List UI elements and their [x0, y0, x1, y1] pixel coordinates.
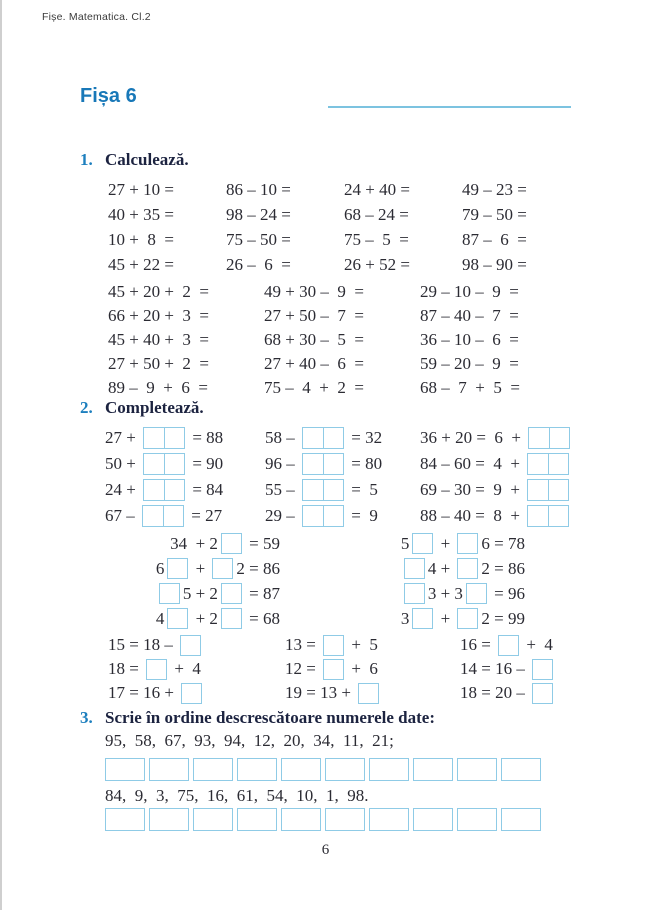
- expression-text: 75 – 50 =: [226, 229, 291, 249]
- expression-text: 86 – 10 =: [226, 179, 291, 199]
- answer-box[interactable]: [412, 533, 433, 554]
- answer-box[interactable]: [498, 635, 519, 656]
- answer-box[interactable]: [404, 583, 425, 604]
- expression-text: 29 –: [265, 506, 299, 525]
- answer-box[interactable]: [466, 583, 487, 604]
- expression-text: 15 = 18 –: [108, 635, 178, 654]
- math-expression: [108, 180, 226, 200]
- expression-text: 24 +: [105, 480, 141, 499]
- answer-box[interactable]: [281, 808, 321, 831]
- exercise2-block1: [105, 425, 573, 529]
- math-expression: [108, 378, 264, 398]
- expression-text: 68 – 7 + 5 =: [420, 378, 520, 397]
- math-expression: [105, 427, 265, 449]
- math-expression: [462, 180, 580, 200]
- answer-box[interactable]: [527, 453, 569, 475]
- math-expression: [344, 230, 462, 250]
- math-expression: [420, 453, 572, 475]
- math-expression: [420, 282, 576, 302]
- math-expression: [265, 505, 420, 527]
- expression-text: 45 + 20 + 2 =: [108, 282, 210, 301]
- math-expression: [108, 659, 285, 680]
- expression-text: 6 = 78: [481, 533, 525, 553]
- expression-text: 5 + 2: [182, 583, 218, 603]
- answer-box[interactable]: [412, 608, 433, 629]
- expression-text: 87 – 6 =: [462, 229, 527, 249]
- expression-text: 45 + 40 + 3 =: [108, 330, 210, 349]
- exercise-row: [115, 531, 525, 556]
- exercise-row: [105, 425, 573, 451]
- answer-box[interactable]: [143, 479, 185, 501]
- exercise-row: [105, 451, 573, 477]
- answer-box[interactable]: [527, 479, 569, 501]
- answer-box[interactable]: [413, 758, 453, 781]
- math-expression: [285, 659, 460, 680]
- expression-text: 40 + 35 =: [108, 204, 174, 224]
- expression-text: 2 = 86: [236, 558, 280, 578]
- exercise2-block3: [108, 633, 556, 705]
- expression-text: = 32: [347, 428, 383, 447]
- expression-text: 17 = 16 +: [108, 683, 179, 702]
- expression-text: = 88: [188, 428, 224, 447]
- expression-text: 27 +: [105, 428, 141, 447]
- math-expression: [264, 354, 420, 374]
- exercise1-number: 1.: [80, 150, 93, 169]
- exercise-row: [108, 328, 576, 352]
- answer-box[interactable]: [302, 453, 344, 475]
- expression-text: 16 =: [460, 635, 496, 654]
- answer-box[interactable]: [221, 608, 242, 629]
- math-expression: [462, 255, 580, 275]
- exercise2-block2: [115, 531, 525, 631]
- expression-text: 98 – 24 =: [226, 204, 291, 224]
- answer-box[interactable]: [457, 558, 478, 579]
- exercise-row: [115, 606, 525, 631]
- answer-box[interactable]: [149, 808, 189, 831]
- math-expression: [420, 306, 576, 326]
- exercise-row: [108, 657, 556, 681]
- exercise3-number: 3.: [80, 708, 93, 727]
- math-expression: [115, 608, 280, 629]
- expression-text: 27 + 40 – 6 =: [264, 354, 364, 373]
- math-expression: [460, 683, 556, 704]
- math-expression: [265, 453, 420, 475]
- expression-text: 19 = 13 +: [285, 683, 356, 702]
- expression-text: 84 – 60 = 4 +: [420, 454, 525, 473]
- math-expression: [115, 533, 280, 554]
- expression-text: = 80: [347, 454, 383, 473]
- expression-text: + 4: [170, 659, 201, 678]
- expression-text: 55 –: [265, 480, 299, 499]
- answer-box[interactable]: [105, 808, 145, 831]
- math-expression: [265, 479, 420, 501]
- math-expression: [108, 683, 285, 704]
- expression-text: 24 + 40 =: [344, 179, 410, 199]
- math-expression: [108, 635, 285, 656]
- exercise-row: [105, 503, 573, 529]
- exercise-row: [108, 252, 580, 277]
- exercise-row: [108, 633, 556, 657]
- answer-box[interactable]: [237, 808, 277, 831]
- exercise3-numbers-line1: 95, 58, 67, 93, 94, 12, 20, 34, 11, 21;: [105, 731, 394, 750]
- math-expression: [420, 330, 576, 350]
- answer-box[interactable]: [237, 758, 277, 781]
- answer-box[interactable]: [193, 808, 233, 831]
- expression-text: 36 + 20 = 6 +: [420, 428, 526, 447]
- answer-box[interactable]: [323, 659, 344, 680]
- math-expression: [108, 255, 226, 275]
- answer-box[interactable]: [281, 758, 321, 781]
- expression-text: = 87: [244, 583, 280, 603]
- answer-box[interactable]: [358, 683, 379, 704]
- math-expression: [355, 608, 525, 629]
- expression-text: = 96: [489, 583, 525, 603]
- expression-text: 26 + 52 =: [344, 254, 410, 274]
- answer-box[interactable]: [457, 533, 478, 554]
- math-expression: [462, 230, 580, 250]
- answer-box[interactable]: [302, 427, 344, 449]
- math-expression: [226, 205, 344, 225]
- answer-box[interactable]: [369, 808, 409, 831]
- exercise-row: [108, 681, 556, 705]
- math-expression: [285, 683, 460, 704]
- exercise-row: [115, 581, 525, 606]
- math-expression: [355, 558, 525, 579]
- math-expression: [344, 255, 462, 275]
- math-expression: [226, 230, 344, 250]
- answer-box[interactable]: [181, 683, 202, 704]
- expression-text: 49 + 30 – 9 =: [264, 282, 364, 301]
- answer-box[interactable]: [142, 505, 184, 527]
- math-expression: [108, 330, 264, 350]
- math-expression: [108, 205, 226, 225]
- answer-box[interactable]: [105, 758, 145, 781]
- answer-box[interactable]: [193, 758, 233, 781]
- answer-box[interactable]: [221, 533, 242, 554]
- sheet-title: Fișa 6: [80, 85, 137, 107]
- math-expression: [462, 205, 580, 225]
- expression-text: = 84: [188, 480, 224, 499]
- math-expression: [420, 354, 576, 374]
- answer-box[interactable]: [532, 659, 553, 680]
- exercise1-block2: [108, 280, 576, 400]
- expression-text: 45 + 22 =: [108, 254, 174, 274]
- math-expression: [115, 583, 280, 604]
- expression-text: 10 + 8 =: [108, 229, 174, 249]
- answer-box[interactable]: [404, 558, 425, 579]
- answer-box[interactable]: [527, 505, 569, 527]
- math-expression: [108, 354, 264, 374]
- expression-text: 18 = 20 –: [460, 683, 530, 702]
- expression-text: 88 – 40 = 8 +: [420, 506, 525, 525]
- expression-text: 3: [400, 608, 410, 628]
- math-expression: [265, 427, 420, 449]
- answer-box[interactable]: [167, 608, 188, 629]
- math-expression: [264, 306, 420, 326]
- exercise3-numbers-line2: 84, 9, 3, 75, 16, 61, 54, 10, 1, 98.: [105, 786, 369, 805]
- expression-text: 34 + 2: [170, 533, 218, 553]
- expression-text: 59 – 20 – 9 =: [420, 354, 519, 373]
- math-expression: [460, 659, 556, 680]
- expression-text: 66 + 20 + 3 =: [108, 306, 210, 325]
- answer-box[interactable]: [221, 583, 242, 604]
- answer-box[interactable]: [369, 758, 409, 781]
- expression-text: +: [191, 558, 210, 578]
- expression-text: +: [436, 608, 455, 628]
- expression-text: 87 – 40 – 7 =: [420, 306, 519, 325]
- answer-box[interactable]: [149, 758, 189, 781]
- exercise2-heading: [80, 398, 204, 418]
- expression-text: 89 – 9 + 6 =: [108, 378, 208, 397]
- answer-box[interactable]: [180, 635, 201, 656]
- document-header: Fișe. Matematica. Cl.2: [42, 11, 151, 23]
- answer-box[interactable]: [457, 608, 478, 629]
- expression-text: 26 – 6 =: [226, 254, 291, 274]
- expression-text: + 6: [347, 659, 378, 678]
- exercise-row: [108, 376, 576, 400]
- expression-text: 68 – 24 =: [344, 204, 409, 224]
- expression-text: 68 + 30 – 5 =: [264, 330, 364, 349]
- math-expression: [420, 479, 572, 501]
- answer-box[interactable]: [528, 427, 570, 449]
- expression-text: = 59: [244, 533, 280, 553]
- answer-box[interactable]: [457, 808, 497, 831]
- name-line: [328, 106, 571, 108]
- exercise1-title: Calculează.: [105, 150, 189, 169]
- expression-text: 75 – 5 =: [344, 229, 409, 249]
- exercise1-block1: [108, 177, 580, 277]
- exercise3-title: Scrie în ordine descrescătoare numerele date:: [105, 708, 436, 727]
- expression-text: 50 +: [105, 454, 141, 473]
- exercise-row: [108, 202, 580, 227]
- math-expression: [355, 533, 525, 554]
- answer-box[interactable]: [212, 558, 233, 579]
- exercise3-answer-row1: [105, 758, 541, 781]
- expression-text: 29 – 10 – 9 =: [420, 282, 519, 301]
- math-expression: [285, 635, 460, 656]
- math-expression: [105, 453, 265, 475]
- expression-text: 96 –: [265, 454, 299, 473]
- answer-box[interactable]: [302, 505, 344, 527]
- expression-text: 2 = 86: [481, 558, 525, 578]
- answer-box[interactable]: [167, 558, 188, 579]
- math-expression: [420, 505, 572, 527]
- expression-text: 67 –: [105, 506, 139, 525]
- math-expression: [264, 282, 420, 302]
- answer-box[interactable]: [159, 583, 180, 604]
- expression-text: + 2: [191, 608, 218, 628]
- answer-box[interactable]: [325, 758, 365, 781]
- exercise-row: [108, 177, 580, 202]
- expression-text: 27 + 10 =: [108, 179, 174, 199]
- expression-text: 79 – 50 =: [462, 204, 527, 224]
- exercise-row: [108, 280, 576, 304]
- expression-text: 27 + 50 – 7 =: [264, 306, 364, 325]
- expression-text: 4: [155, 608, 165, 628]
- expression-text: 75 – 4 + 2 =: [264, 378, 364, 397]
- expression-text: 12 =: [285, 659, 321, 678]
- expression-text: 49 – 23 =: [462, 179, 527, 199]
- math-expression: [105, 505, 265, 527]
- answer-box[interactable]: [413, 808, 453, 831]
- math-expression: [344, 180, 462, 200]
- expression-text: 6: [155, 558, 165, 578]
- expression-text: = 68: [244, 608, 280, 628]
- expression-text: 18 =: [108, 659, 144, 678]
- expression-text: 58 –: [265, 428, 299, 447]
- answer-box[interactable]: [302, 479, 344, 501]
- exercise3-heading: [80, 708, 435, 728]
- exercise-row: [108, 227, 580, 252]
- answer-box[interactable]: [143, 427, 185, 449]
- answer-box[interactable]: [457, 758, 497, 781]
- math-expression: [115, 558, 280, 579]
- exercise2-title: Completează.: [105, 398, 204, 417]
- expression-text: + 4: [522, 635, 553, 654]
- math-expression: [355, 583, 525, 604]
- expression-text: + 5: [347, 635, 378, 654]
- exercise-row: [115, 556, 525, 581]
- math-expression: [460, 635, 553, 656]
- expression-text: = 27: [187, 506, 223, 525]
- exercise-row: [108, 352, 576, 376]
- answer-box[interactable]: [501, 808, 541, 831]
- expression-text: 2 = 99: [481, 608, 525, 628]
- math-expression: [264, 378, 420, 398]
- expression-text: 69 – 30 = 9 +: [420, 480, 525, 499]
- answer-box[interactable]: [323, 635, 344, 656]
- expression-text: 27 + 50 + 2 =: [108, 354, 210, 373]
- exercise-row: [105, 477, 573, 503]
- math-expression: [344, 205, 462, 225]
- math-expression: [420, 378, 576, 398]
- expression-text: = 5: [347, 480, 378, 499]
- expression-text: 4 +: [427, 558, 455, 578]
- page-number: 6: [321, 842, 330, 858]
- expression-text: 5: [400, 533, 410, 553]
- answer-box[interactable]: [146, 659, 167, 680]
- math-expression: [105, 479, 265, 501]
- math-expression: [108, 230, 226, 250]
- expression-text: 3 + 3: [427, 583, 463, 603]
- math-expression: [108, 306, 264, 326]
- expression-text: 13 =: [285, 635, 321, 654]
- exercise2-number: 2.: [80, 398, 93, 417]
- math-expression: [264, 330, 420, 350]
- answer-box[interactable]: [143, 453, 185, 475]
- expression-text: 98 – 90 =: [462, 254, 527, 274]
- math-expression: [226, 180, 344, 200]
- exercise3-answer-row2: [105, 808, 541, 831]
- expression-text: 14 = 16 –: [460, 659, 530, 678]
- answer-box[interactable]: [532, 683, 553, 704]
- answer-box[interactable]: [325, 808, 365, 831]
- expression-text: +: [436, 533, 455, 553]
- expression-text: = 90: [188, 454, 224, 473]
- math-expression: [420, 427, 573, 449]
- math-expression: [226, 255, 344, 275]
- exercise-row: [108, 304, 576, 328]
- expression-text: 36 – 10 – 6 =: [420, 330, 519, 349]
- answer-box[interactable]: [501, 758, 541, 781]
- exercise1-heading: [80, 150, 189, 170]
- expression-text: = 9: [347, 506, 378, 525]
- math-expression: [108, 282, 264, 302]
